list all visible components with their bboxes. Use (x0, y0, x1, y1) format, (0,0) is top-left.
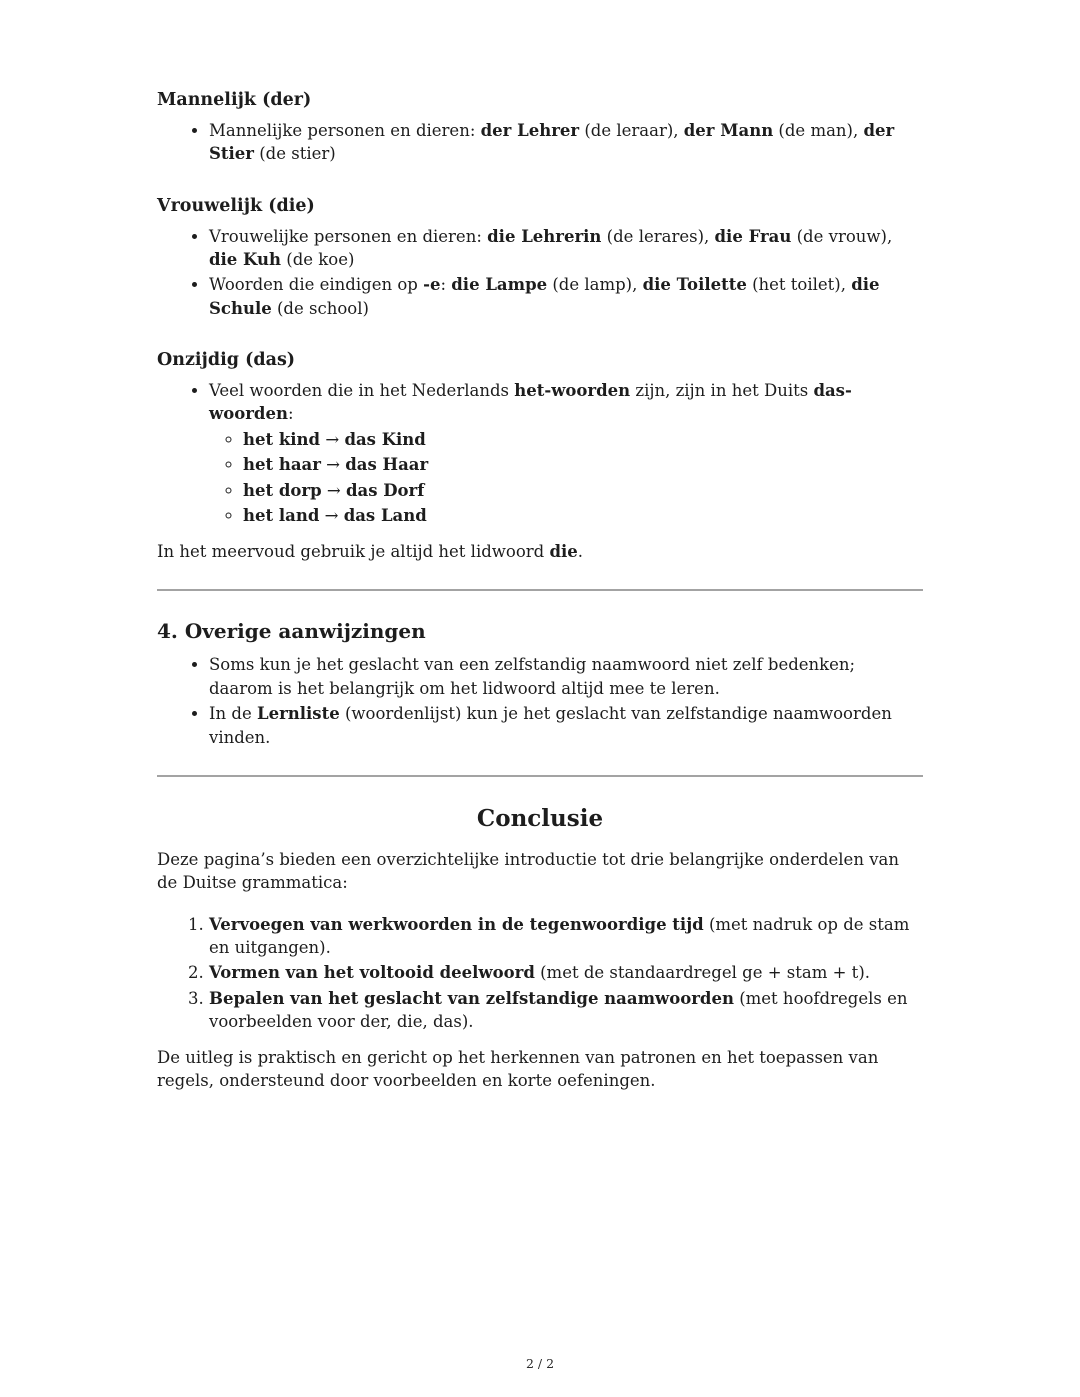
text-run: (het toilet), (746, 275, 852, 295)
paragraph-meervoud (157, 540, 923, 563)
text-run: (de lamp), (547, 275, 643, 295)
list-item (209, 379, 923, 528)
bold-text: -e (423, 275, 441, 295)
bold-text: Vervoegen van werkwoorden in de tegenwoordige tijd (209, 914, 704, 934)
bold-text: het land (243, 506, 320, 526)
bold-text: das Haar (345, 455, 429, 475)
text-run: 4. Overige aanwijzingen (157, 619, 426, 644)
text-run: Vrouwelijke personen en dieren: (209, 226, 488, 246)
text-run: (de school) (271, 298, 369, 318)
list-item (243, 479, 923, 502)
bold-text: der Lehrer (480, 120, 580, 140)
bold-text: die (549, 541, 578, 561)
bold-text: das-woorden (209, 381, 852, 424)
text-run: Woorden die eindigen op (209, 275, 424, 295)
list-item (209, 119, 923, 166)
text-run: (de lerares), (601, 226, 715, 246)
text-run: Mannelijk (der) (157, 90, 312, 110)
list-onzijdig (157, 379, 923, 528)
heading-overige-aanwijzingen (157, 617, 923, 645)
text-run: → (320, 455, 346, 475)
bold-text: der Mann (683, 120, 774, 140)
text-run: Soms kun je het geslacht van een zelfstandig naamwoord niet zelf bedenken; daarom is het belangrijk om het lidwoord altijd mee te leren. (209, 655, 856, 698)
bold-text: die Lehrerin (487, 226, 602, 246)
text-run: Vrouwelijk (die) (157, 195, 315, 216)
list-item (209, 987, 923, 1034)
text-run: (de stier) (254, 144, 336, 164)
list-item (243, 453, 923, 476)
text-run: (de leraar), (579, 120, 684, 140)
list-vrouwelijk (157, 225, 923, 321)
list-item (209, 961, 923, 984)
text-run: : (440, 275, 452, 295)
bold-text: das Kind (344, 429, 426, 449)
list-item (209, 702, 923, 749)
text-run: (woordenlijst) kun je het geslacht van zelfstandige naamwoorden vinden. (209, 704, 892, 747)
text-run: In de (209, 704, 257, 724)
text-run: → (320, 429, 345, 449)
text-run: (de vrouw), (791, 226, 893, 246)
list-overige (157, 653, 923, 749)
list-item (209, 225, 923, 272)
paragraph-conclusie-slot (157, 1046, 923, 1093)
text-run: Conclusie (476, 805, 604, 833)
section-divider-2 (157, 775, 923, 777)
text-run: (de koe) (281, 249, 355, 269)
text-run: . (577, 541, 584, 561)
text-run: (met de standaardregel ge + stam + t). (534, 963, 870, 983)
list-item (243, 504, 923, 527)
bold-text: die Lampe (451, 275, 548, 295)
text-run: zijn, zijn in het Duits (630, 381, 814, 401)
text-run: → (319, 506, 344, 526)
text-run: In het meervoud gebruik je altijd het lidwoord (157, 541, 550, 561)
heading-mannelijk (157, 88, 923, 113)
list-mannelijk (157, 119, 923, 166)
heading-conclusie (157, 803, 923, 836)
text-run: Onzijdig (das) (157, 350, 296, 371)
bold-text: das Land (343, 506, 427, 526)
text-run: Veel woorden die in het Nederlands (209, 381, 515, 401)
section-divider-1 (157, 589, 923, 591)
list-item (209, 273, 923, 320)
bold-text: die Schule (209, 275, 880, 318)
list-conclusie-punten (157, 913, 923, 1034)
text-run: (met hoofdregels en voorbeelden voor der, die, das). (209, 988, 908, 1032)
document-content (157, 88, 923, 1105)
list-item (209, 913, 923, 960)
bold-text: die Kuh (209, 249, 282, 269)
text-run: (met nadruk op de stam en uitgangen). (209, 914, 910, 958)
paragraph-conclusie-intro (157, 848, 923, 895)
bold-text: das Dorf (345, 480, 425, 500)
bold-text: het dorp (243, 480, 322, 500)
bold-text: Lernliste (256, 704, 340, 724)
heading-onzijdig (157, 348, 923, 373)
bold-text: die Toilette (642, 275, 747, 295)
text-run: Mannelijke personen en dieren: (209, 120, 481, 140)
text-run: De uitleg is praktisch en gericht op het herkennen van patronen en het toepassen van regels, ondersteund door voorbeelden en korte oefeningen. (157, 1047, 879, 1091)
sub-list (209, 428, 923, 528)
text-run: → (321, 480, 346, 500)
bold-text: het kind (243, 429, 321, 449)
text-run: : (287, 404, 294, 424)
page-number: 2 / 2 (525, 1356, 555, 1371)
text-run: (de man), (773, 120, 864, 140)
heading-vrouwelijk (157, 194, 923, 219)
bold-text: Vormen van het voltooid deelwoord (209, 963, 535, 983)
bold-text: der Stier (209, 120, 895, 164)
list-item (243, 428, 923, 451)
list-item (209, 653, 923, 700)
bold-text: het-woorden (514, 381, 631, 401)
bold-text: die Frau (714, 226, 792, 246)
bold-text: Bepalen van het geslacht van zelfstandige naamwoorden (209, 988, 734, 1008)
text-run: Deze pagina’s bieden een overzichtelijke introductie tot drie belangrijke onderdelen van de Duitse grammatica: (157, 849, 899, 893)
bold-text: het haar (243, 455, 321, 475)
